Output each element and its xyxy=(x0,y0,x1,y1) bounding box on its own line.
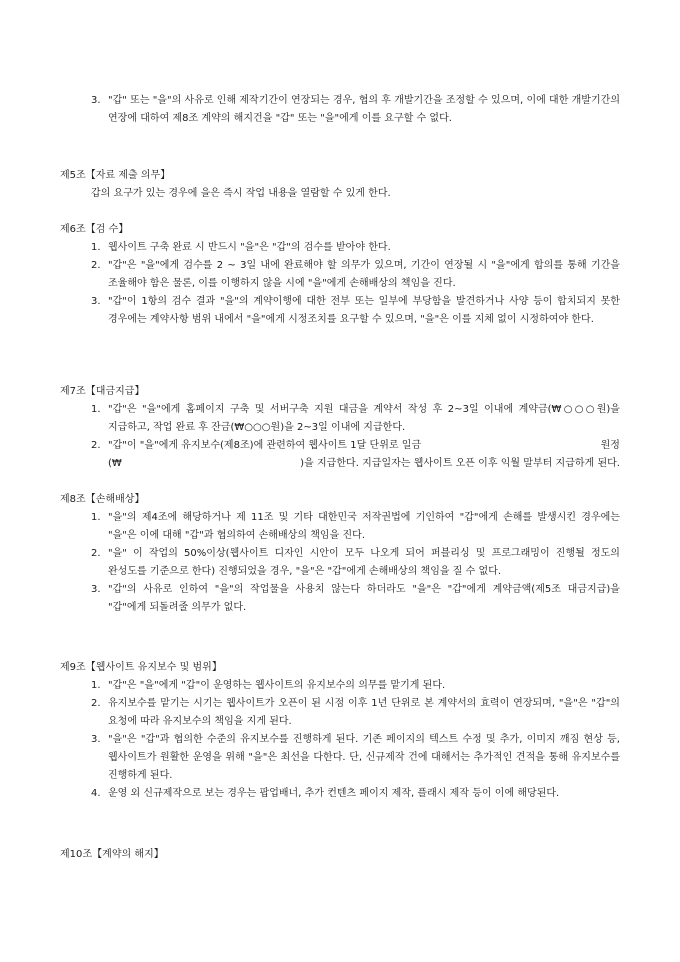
article-3-continuation xyxy=(60,92,630,128)
article-8-item-1 xyxy=(60,509,620,545)
item-text: "갑"은 "을"에게 홈페이지 구축 및 서버구축 지원 대금을 계약서 작성 후 2~3일 이내에 계약금(₩○○○원)을 지급하고, 작업 완료 후 잔금(₩○○○원)을 2~3일 이내에 지급한다. xyxy=(108,404,620,433)
item-number: 2. xyxy=(91,260,101,271)
payment-line-2 xyxy=(108,455,620,473)
article-6 xyxy=(60,221,630,329)
article-7-item-1 xyxy=(60,401,620,437)
article-7 xyxy=(60,383,630,473)
item-number: 4. xyxy=(91,788,101,799)
payment-line-1 xyxy=(108,437,620,455)
payment-line-1-text: "갑"이 "을"에게 유지보수(제8조)에 관련하여 웹사이트 1달 단위로 일금 xyxy=(108,440,422,451)
article-8-items xyxy=(60,509,630,617)
article-10 xyxy=(60,846,630,864)
item-text: 운영 외 신규제작으로 보는 경우는 팝업배너, 추가 컨텐츠 페이지 제작, 플래시 제작 등이 이에 해당된다. xyxy=(108,788,560,799)
item-text: 웹사이트 구축 완료 시 반드시 "을"은 "갑"의 검수를 받아야 한다. xyxy=(108,242,391,253)
article-8 xyxy=(60,491,630,617)
item-number: 3. xyxy=(91,95,101,106)
item-number: 1. xyxy=(91,512,101,523)
item-number: 3. xyxy=(91,296,101,307)
article-heading: 제5조【자료 제출 의무】 xyxy=(60,170,171,181)
article-body: 갑의 요구가 있는 경우에 을은 즉시 작업 내용을 열람할 수 있게 한다. xyxy=(91,188,391,199)
item-number: 2. xyxy=(91,548,101,559)
item-text: "갑" 또는 "을"의 사유로 인해 제작기간이 연장되는 경우, 협의 후 개발기간을 조정할 수 있으며, 이에 대한 개발기간의 연장에 대하여 제8조 계약의 해지건을 "갑" 또는 "을"에게 이를 요구할 수 없다. xyxy=(108,95,620,124)
article-7-items xyxy=(60,401,630,473)
article-8-item-2 xyxy=(60,545,620,581)
item-text: "갑"이 1항의 검수 결과 "을"의 계약이행에 대한 전부 또는 일부에 부당함을 발견하거나 사양 등이 합치되지 못한 경우에는 계약사항 범위 내에서 "을"에게 시정조치를 요구할 수 있으며, "을"은 이를 지체 없이 시정하여야 한다. xyxy=(108,296,620,325)
payment-line-2-text: )을 지급한다. 지급일자는 웹사이트 오픈 이후 익월 말부터 지급하게 된다. xyxy=(300,458,620,469)
article-3-items xyxy=(60,92,630,128)
article-5 xyxy=(60,167,630,203)
article-9 xyxy=(60,659,630,803)
item-text: "을" 이 작업의 50%이상(웹사이트 디자인 시안이 모두 나오게 되어 퍼블리싱 및 프로그래밍이 진행될 정도의 완성도를 기준으로 한다) 진행되었을 경우, "을"은 "갑"에게 손해배상의 책임을 질 수 없다. xyxy=(108,548,620,577)
item-number: 2. xyxy=(91,698,101,709)
payment-currency-prefix: (₩ xyxy=(108,458,122,469)
article-6-item-3 xyxy=(60,293,620,329)
item-text: "을"의 제4조에 해당하거나 제 11조 및 기타 대한민국 저작권법에 기인하여 "갑"에게 손해를 발생시킨 경우에는 "을"은 이에 대해 "갑"과 협의하여 손해배상의 책임을 진다. xyxy=(108,512,620,541)
article-9-item-1 xyxy=(60,677,620,695)
item-number: 3. xyxy=(91,734,101,745)
item-number: 1. xyxy=(91,680,101,691)
item-text xyxy=(108,437,620,473)
payment-amount-suffix: 원정 xyxy=(600,440,620,451)
item-text: "갑"의 사유로 인하여 "을"의 작업물을 사용치 않는다 하더라도 "을"은 "갑"에게 계약금액(제5조 대금지급)을 "갑"에게 되돌려줄 의무가 없다. xyxy=(108,584,620,613)
article-9-item-4 xyxy=(60,785,620,803)
item-number: 1. xyxy=(91,242,101,253)
article-9-item-2 xyxy=(60,695,620,731)
article-6-item-2 xyxy=(60,257,620,293)
item-text: "갑"은 "을"에게 "갑"이 운영하는 웹사이트의 유지보수의 의무를 맡기게 된다. xyxy=(108,680,446,691)
item-text: 유지보수를 맡기는 시기는 웹사이트가 오픈이 된 시점 이후 1년 단위로 본 계약서의 효력이 연장되며, "을"은 "갑"의 요청에 따라 유지보수의 책임을 지게 된다. xyxy=(108,698,620,727)
article-3-item-3 xyxy=(60,92,620,128)
item-text: "갑"은 "을"에게 검수를 2 ~ 3일 내에 완료해야 할 의무가 있으며, 기간이 연장될 시 "을"에게 합의를 통해 기간을 조율해야 함은 물론, 이를 이행하지 않을 시에 "을"에게 손해배상의 책임을 진다. xyxy=(108,260,620,289)
article-heading: 제10조【계약의 해지】 xyxy=(60,849,164,860)
article-9-item-3 xyxy=(60,731,620,785)
article-8-item-3 xyxy=(60,581,620,617)
article-heading: 제6조【검 수】 xyxy=(60,224,129,235)
article-9-items xyxy=(60,677,630,803)
item-number: 2. xyxy=(91,440,101,451)
item-text: "을"은 "갑"과 협의한 수준의 유지보수를 진행하게 된다. 기존 페이지의 텍스트 수정 및 추가, 이미지 깨짐 현상 등, 웹사이트가 원활한 운영을 위해 "을"은 최선을 다한다. 단, 신규제작 건에 대해서는 추가적인 견적을 통해 유지보수를 진행하게 된다. xyxy=(108,734,620,781)
article-6-items xyxy=(60,239,630,329)
article-heading: 제9조【웹사이트 유지보수 및 범위】 xyxy=(60,662,222,673)
article-7-item-2 xyxy=(60,437,620,473)
article-heading: 제8조【손해배상】 xyxy=(60,494,145,505)
item-number: 3. xyxy=(91,584,101,595)
article-heading: 제7조【대금지급】 xyxy=(60,386,145,397)
article-6-item-1 xyxy=(60,239,620,257)
item-number: 1. xyxy=(91,404,101,415)
